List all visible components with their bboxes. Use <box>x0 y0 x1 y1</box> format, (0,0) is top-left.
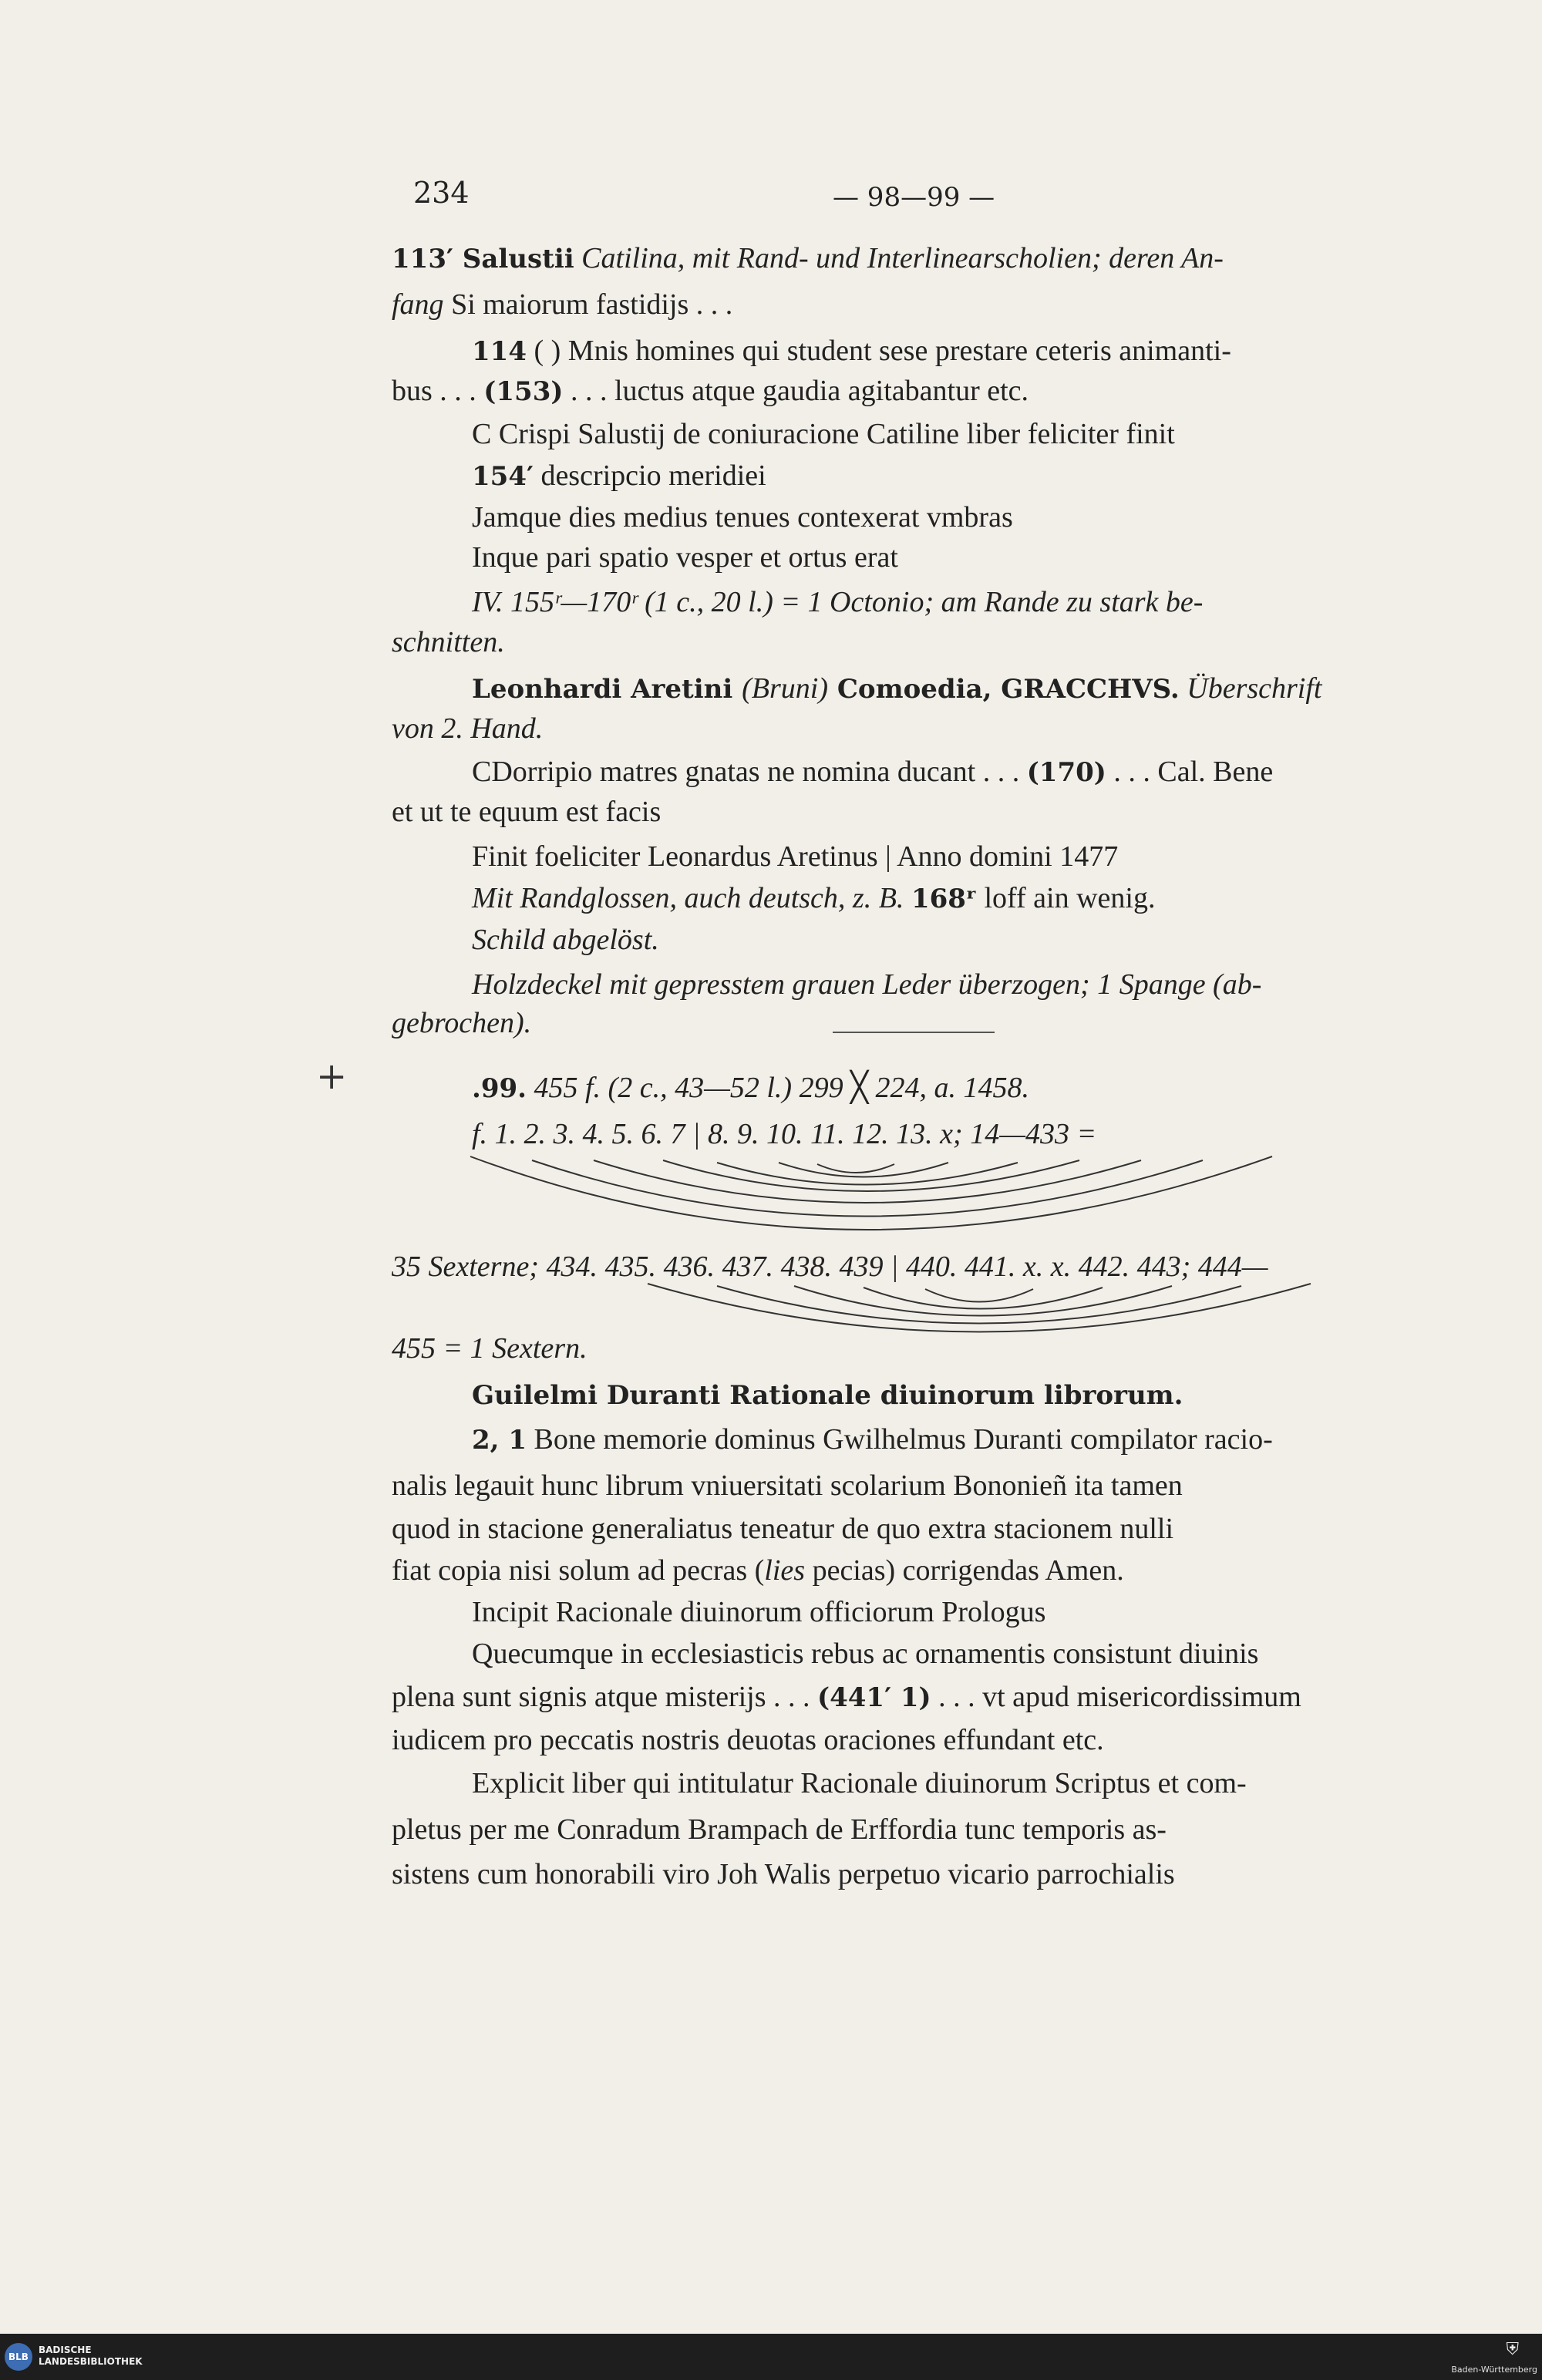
text-line <box>472 1070 1440 1106</box>
text-line <box>472 1116 1440 1152</box>
text-segment: Jamque dies medius tenues contexerat vmbras <box>472 501 1013 534</box>
text-line <box>472 1636 1440 1671</box>
text-segment: Catilina, mit Rand- und Interlinearscholien; deren An- <box>581 242 1224 274</box>
text-segment: quod in stacione generaliatus teneatur de quo extra stacionem nulli <box>392 1513 1174 1545</box>
text-line <box>392 1468 1440 1503</box>
text-segment: 35 Sexterne; 434. 435. 436. 437. 438. 439 | 440. 441. x. x. 442. 443; 444— <box>392 1251 1268 1283</box>
text-segment: Inque pari spatio vesper et ortus erat <box>472 541 898 574</box>
text-line <box>392 1553 1440 1588</box>
text-segment: Quecumque in ecclesiasticis rebus ac ornamentis consistunt diuinis <box>472 1638 1259 1670</box>
text-line <box>392 1722 1440 1758</box>
text-segment: 455 f. (2 c., 43—52 l.) 299 ╳ 224, a. 1458. <box>534 1072 1029 1104</box>
text-segment: f. 1. 2. 3. 4. 5. 6. 7 | 8. 9. 10. 11. 12. 13. x; 14—433 = <box>472 1118 1097 1150</box>
text-segment: pecias) corrigendas Amen. <box>805 1554 1124 1587</box>
text-segment: Schild abgelöst. <box>472 924 659 956</box>
text-segment: 113′ Salustii <box>392 244 574 274</box>
text-segment: Leonhardi Aretini <box>472 674 742 705</box>
text-line <box>472 839 1440 874</box>
text-segment: 114 <box>472 336 527 367</box>
quire-arc-3 <box>594 1160 1141 1203</box>
text-line <box>472 1422 1440 1458</box>
blb-logo-icon: BLB <box>5 2343 32 2371</box>
quire-arc-4 <box>663 1160 1079 1191</box>
coat-of-arms-icon: ⛨ <box>1506 2340 1519 2359</box>
text-segment: . . . luctus atque gaudia agitabantur etc. <box>563 375 1029 407</box>
text-segment: . . . Cal. Bene <box>1106 756 1274 788</box>
text-line <box>472 333 1440 369</box>
text-segment: sistens cum honorabili viro Joh Walis perpetuo vicario parrochialis <box>392 1858 1175 1890</box>
library-footer-bar <box>0 2334 1542 2380</box>
text-segment: descripcio meridiei <box>533 460 766 492</box>
text-segment <box>904 882 911 914</box>
text-line <box>472 458 1440 494</box>
text-segment <box>1180 672 1187 705</box>
text-segment: fang <box>392 288 444 321</box>
quire-arc-9 <box>717 1286 1241 1324</box>
text-segment: Explicit liber qui intitulatur Racionale diuinorum Scriptus et com- <box>472 1767 1247 1799</box>
quire-arc-11 <box>864 1288 1103 1309</box>
running-head: — 98—99 — <box>833 182 995 213</box>
text-line <box>392 1857 1440 1892</box>
text-line <box>472 416 1440 452</box>
margin-plus-mark: + <box>316 1055 348 1098</box>
quire-arc-5 <box>717 1163 1018 1185</box>
text-line <box>392 794 1440 830</box>
quire-arc-8 <box>648 1284 1311 1332</box>
text-line <box>472 967 1440 1002</box>
text-line <box>472 1594 1440 1630</box>
text-segment: (Bruni) <box>742 672 829 705</box>
text-segment: Bone memorie dominus Gwilhelmus Duranti compilator racio- <box>527 1423 1273 1456</box>
text-segment: iudicem pro peccatis nostris deuotas oraciones effundant etc. <box>392 1724 1104 1756</box>
text-line <box>392 373 1440 409</box>
text-segment: Finit foeliciter Leonardus Aretinus | Anno domini 1477 <box>472 840 1119 873</box>
text-line <box>392 711 1440 746</box>
text-segment: ( ) Mnis homines qui student sese prestare ceteris animanti- <box>526 335 1231 367</box>
text-segment: 2, 1 <box>472 1425 527 1456</box>
text-line <box>392 1812 1440 1847</box>
text-line <box>472 500 1440 535</box>
text-segment: lies <box>764 1554 806 1587</box>
text-line <box>392 287 1440 322</box>
text-line <box>472 540 1440 575</box>
text-segment: schnitten. <box>392 626 505 658</box>
text-line <box>392 1005 1440 1041</box>
text-segment: et ut te equum est facis <box>392 796 662 828</box>
text-line <box>392 241 1440 277</box>
page-number: 234 <box>413 176 470 210</box>
text-segment: Mit Randglossen, auch deutsch, z. B. <box>472 882 904 914</box>
text-segment: gebrochen). <box>392 1007 532 1039</box>
library-name: BADISCHE LANDESBIBLIOTHEK <box>39 2345 143 2367</box>
text-segment: 168ʳ <box>911 884 977 914</box>
text-segment: CDorripio matres gnatas ne nomina ducant . . . <box>472 756 1027 788</box>
text-segment: 455 = 1 Sextern. <box>392 1332 588 1365</box>
text-segment: C Crispi Salustij de coniuracione Catiline liber feliciter finit <box>472 418 1175 450</box>
state-name: Baden-Württemberg <box>1451 2365 1537 2375</box>
text-segment: 154′ <box>472 461 534 492</box>
text-line <box>472 880 1440 917</box>
text-segment: Holzdeckel mit gepresstem grauen Leder überzogen; 1 Spange (ab- <box>472 968 1262 1001</box>
text-segment: IV. 155ʳ—170ʳ (1 c., 20 l.) = 1 Octonio; am Rande zu stark be- <box>472 586 1204 618</box>
quire-arc-6 <box>779 1163 948 1177</box>
quire-arc-7 <box>817 1164 894 1173</box>
text-segment: pletus per me Conradum Brampach de Erffordia tunc temporis as- <box>392 1813 1167 1846</box>
text-segment: (170) <box>1026 757 1106 788</box>
quire-arc-2 <box>532 1160 1203 1217</box>
text-segment: bus . . . <box>392 375 484 407</box>
text-line <box>392 1511 1440 1547</box>
text-line <box>472 922 1440 958</box>
text-line <box>392 1679 1440 1715</box>
text-segment: Comoedia, GRACCHVS. <box>828 674 1180 705</box>
text-segment <box>527 1072 534 1104</box>
text-line <box>392 624 1440 660</box>
text-line <box>392 1249 1440 1284</box>
text-segment: (441′ 1) <box>817 1682 931 1713</box>
text-segment: .99. <box>472 1073 527 1104</box>
text-segment: Si maiorum fastidijs . . . <box>443 288 733 321</box>
text-segment: . . . vt apud misericordissimum <box>931 1681 1301 1713</box>
text-segment: Incipit Racionale diuinorum officiorum Prologus <box>472 1596 1046 1628</box>
text-line <box>472 584 1440 620</box>
text-segment: Überschrift <box>1187 672 1322 705</box>
text-line <box>392 1331 1440 1366</box>
text-line <box>472 671 1440 707</box>
text-segment: plena sunt signis atque misterijs . . . <box>392 1681 818 1713</box>
quire-arc-10 <box>794 1286 1172 1316</box>
text-segment: lo͘ff ain wenig. <box>976 882 1156 914</box>
text-line <box>472 754 1440 790</box>
text-segment: Guilelmi Duranti Rationale diuinorum librorum. <box>472 1380 1183 1411</box>
text-line <box>472 1377 1440 1413</box>
quire-arc-12 <box>925 1289 1033 1302</box>
text-segment: fiat copia nisi solum ad pecras ( <box>392 1554 765 1587</box>
text-segment: (153) <box>483 376 564 407</box>
quire-arc-1 <box>470 1156 1272 1230</box>
text-segment: von 2. Hand. <box>392 712 544 745</box>
text-segment <box>574 242 582 274</box>
text-segment: nalis legauit hunc librum vniuersitati scolarium Bononieñ ita tamen <box>392 1469 1183 1502</box>
text-line <box>472 1766 1440 1801</box>
